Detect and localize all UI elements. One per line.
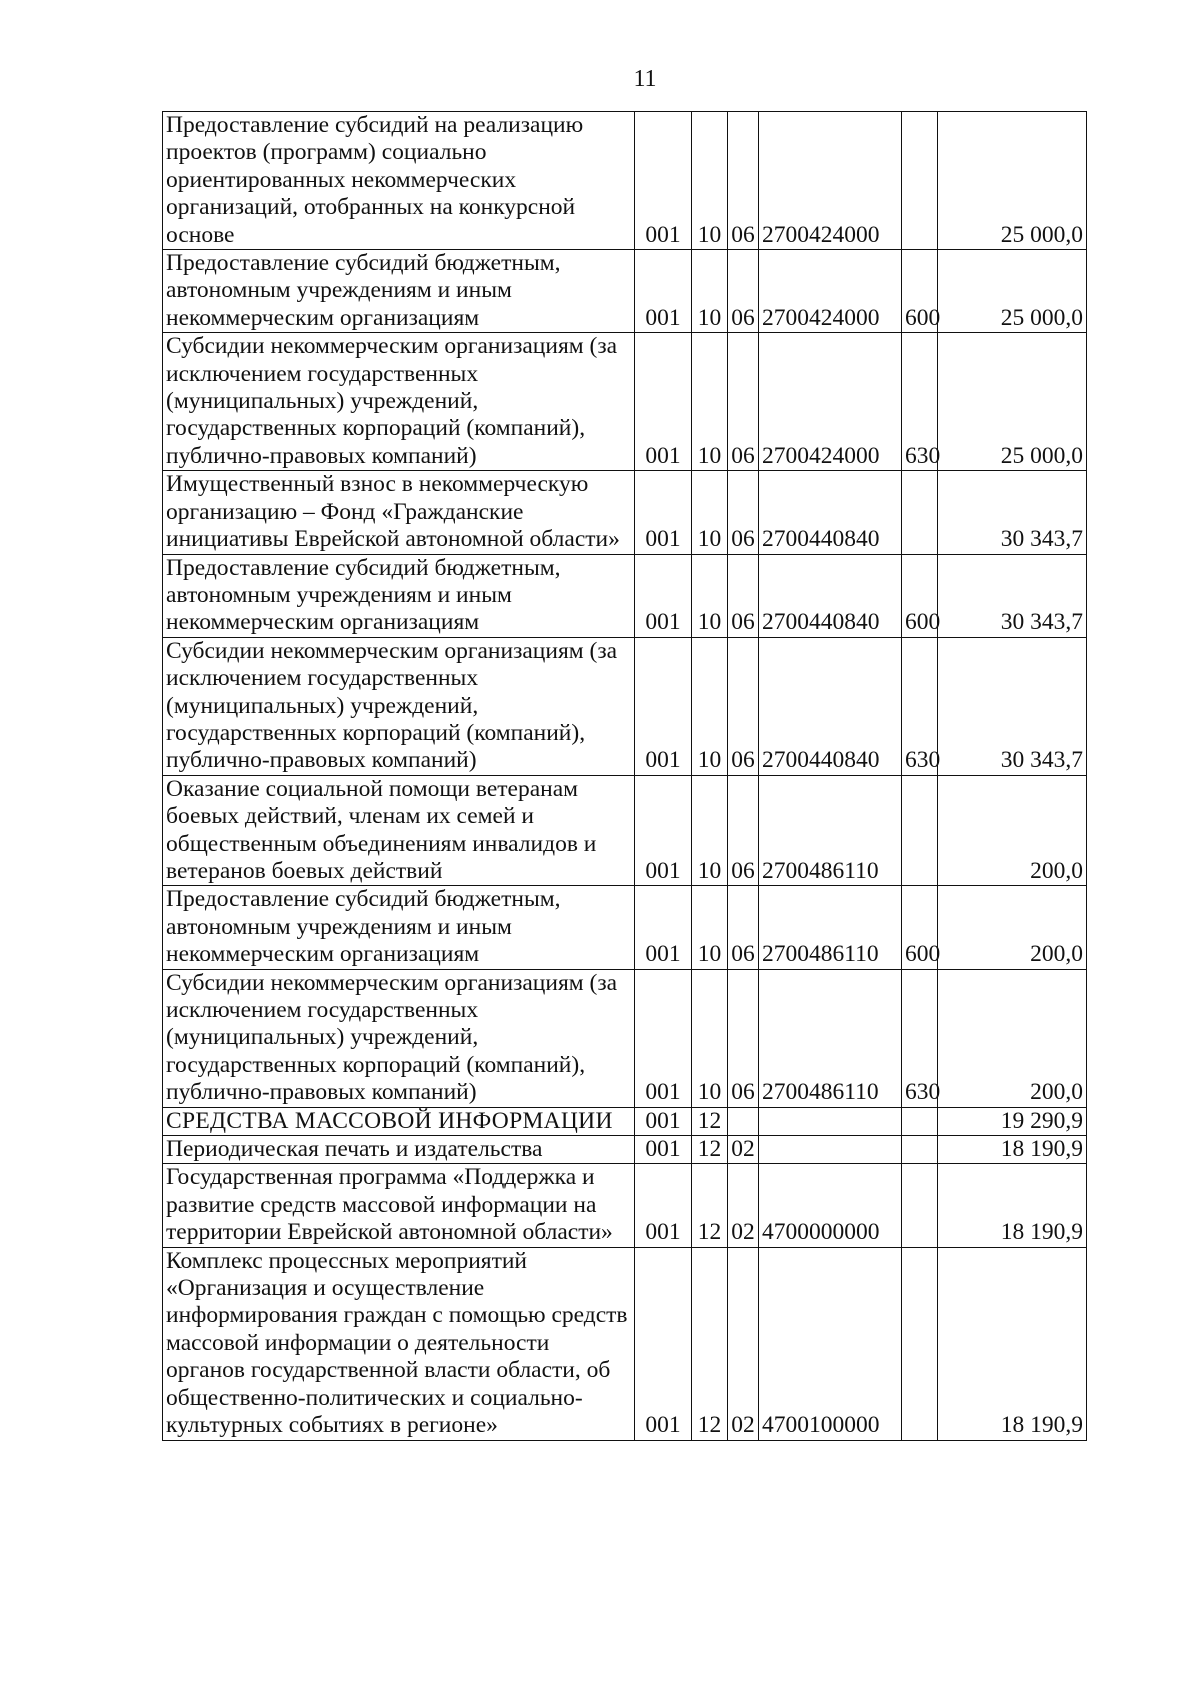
subsection-code: [728, 1107, 759, 1135]
subsection-code: 06: [728, 471, 759, 554]
target-article-code: 2700424000: [759, 112, 902, 250]
row-name: Комплекс процессных мероприятий «Организация и осуществление информирования граждан с помощью средств массовой информации о деятельности органов государственной власти области, об общественно-политических и социально-культурных событиях в регионе»: [163, 1247, 635, 1440]
target-article-code: [759, 1136, 902, 1164]
budget-table: [162, 111, 1087, 1441]
target-article-code: [759, 1107, 902, 1135]
table-row: [163, 1164, 1087, 1247]
amount: 200,0: [938, 886, 1087, 969]
glava-code: 001: [635, 637, 692, 775]
amount: 25 000,0: [938, 250, 1087, 333]
table-row: [163, 112, 1087, 250]
subsection-code: 02: [728, 1136, 759, 1164]
table-row: [163, 886, 1087, 969]
row-name: Периодическая печать и издательства: [163, 1136, 635, 1164]
section-code: 10: [692, 775, 728, 886]
glava-code: 001: [635, 1247, 692, 1440]
amount: 18 190,9: [938, 1164, 1087, 1247]
expense-type-code: [902, 1164, 938, 1247]
table-row: [163, 969, 1087, 1107]
amount: 25 000,0: [938, 112, 1087, 250]
target-article-code: 2700440840: [759, 471, 902, 554]
row-name: Субсидии некоммерческим организациям (за исключением государственных (муниципальных) учреждений, государственных корпораций (компаний), публично-правовых компаний): [163, 969, 635, 1107]
glava-code: 001: [635, 554, 692, 637]
amount: 25 000,0: [938, 333, 1087, 471]
row-name: Имущественный взнос в некоммерческую организацию – Фонд «Гражданские инициативы Еврейской автономной области»: [163, 471, 635, 554]
table-row: [163, 1107, 1087, 1135]
table-row: [163, 333, 1087, 471]
section-code: 12: [692, 1164, 728, 1247]
expense-type-code: 600: [902, 250, 938, 333]
amount: 200,0: [938, 969, 1087, 1107]
expense-type-code: 600: [902, 886, 938, 969]
target-article-code: 2700486110: [759, 969, 902, 1107]
target-article-code: 2700440840: [759, 637, 902, 775]
glava-code: 001: [635, 1136, 692, 1164]
row-name: Предоставление субсидий на реализацию проектов (программ) социально ориентированных некоммерческих организаций, отобранных на конкурсной основе: [163, 112, 635, 250]
subsection-code: 02: [728, 1247, 759, 1440]
row-name: Оказание социальной помощи ветеранам боевых действий, членам их семей и общественным объединениям инвалидов и ветеранов боевых действий: [163, 775, 635, 886]
target-article-code: 2700486110: [759, 886, 902, 969]
table-row: [163, 775, 1087, 886]
glava-code: 001: [635, 471, 692, 554]
glava-code: 001: [635, 886, 692, 969]
table-row: [163, 250, 1087, 333]
target-article-code: 2700486110: [759, 775, 902, 886]
section-code: 10: [692, 112, 728, 250]
subsection-code: 06: [728, 250, 759, 333]
amount: 30 343,7: [938, 637, 1087, 775]
page-number: 11: [633, 66, 657, 92]
amount: 18 190,9: [938, 1136, 1087, 1164]
subsection-code: 06: [728, 112, 759, 250]
table-row: [163, 1136, 1087, 1164]
target-article-code: 2700440840: [759, 554, 902, 637]
glava-code: 001: [635, 775, 692, 886]
glava-code: 001: [635, 250, 692, 333]
table-row: [163, 637, 1087, 775]
expense-type-code: [902, 112, 938, 250]
row-name: Предоставление субсидий бюджетным, автономным учреждениям и иным некоммерческим организациям: [163, 554, 635, 637]
glava-code: 001: [635, 1107, 692, 1135]
expense-type-code: [902, 471, 938, 554]
section-code: 10: [692, 554, 728, 637]
subsection-code: 02: [728, 1164, 759, 1247]
row-name: Субсидии некоммерческим организациям (за исключением государственных (муниципальных) учреждений, государственных корпораций (компаний), публично-правовых компаний): [163, 637, 635, 775]
amount: 30 343,7: [938, 554, 1087, 637]
section-code: 10: [692, 886, 728, 969]
section-code: 10: [692, 637, 728, 775]
glava-code: 001: [635, 969, 692, 1107]
glava-code: 001: [635, 112, 692, 250]
subsection-code: 06: [728, 886, 759, 969]
expense-type-code: [902, 1136, 938, 1164]
expense-type-code: 630: [902, 637, 938, 775]
expense-type-code: [902, 775, 938, 886]
table-row: [163, 471, 1087, 554]
subsection-code: 06: [728, 637, 759, 775]
expense-type-code: 600: [902, 554, 938, 637]
row-name: СРЕДСТВА МАССОВОЙ ИНФОРМАЦИИ: [163, 1107, 635, 1135]
section-code: 10: [692, 471, 728, 554]
section-code: 12: [692, 1136, 728, 1164]
subsection-code: 06: [728, 775, 759, 886]
row-name: Субсидии некоммерческим организациям (за исключением государственных (муниципальных) учреждений, государственных корпораций (компаний), публично-правовых компаний): [163, 333, 635, 471]
table-row: [163, 1247, 1087, 1440]
target-article-code: 4700100000: [759, 1247, 902, 1440]
section-code: 10: [692, 250, 728, 333]
expense-type-code: [902, 1247, 938, 1440]
target-article-code: 2700424000: [759, 250, 902, 333]
glava-code: 001: [635, 1164, 692, 1247]
subsection-code: 06: [728, 333, 759, 471]
expense-type-code: 630: [902, 969, 938, 1107]
section-code: 10: [692, 969, 728, 1107]
section-code: 12: [692, 1107, 728, 1135]
section-code: 12: [692, 1247, 728, 1440]
amount: 18 190,9: [938, 1247, 1087, 1440]
target-article-code: 4700000000: [759, 1164, 902, 1247]
row-name: Государственная программа «Поддержка и развитие средств массовой информации на территории Еврейской автономной области»: [163, 1164, 635, 1247]
subsection-code: 06: [728, 554, 759, 637]
expense-type-code: 630: [902, 333, 938, 471]
section-code: 10: [692, 333, 728, 471]
row-name: Предоставление субсидий бюджетным, автономным учреждениям и иным некоммерческим организациям: [163, 886, 635, 969]
target-article-code: 2700424000: [759, 333, 902, 471]
expense-type-code: [902, 1107, 938, 1135]
row-name: Предоставление субсидий бюджетным, автономным учреждениям и иным некоммерческим организациям: [163, 250, 635, 333]
subsection-code: 06: [728, 969, 759, 1107]
glava-code: 001: [635, 333, 692, 471]
amount: 200,0: [938, 775, 1087, 886]
amount: 19 290,9: [938, 1107, 1087, 1135]
table-row: [163, 554, 1087, 637]
amount: 30 343,7: [938, 471, 1087, 554]
